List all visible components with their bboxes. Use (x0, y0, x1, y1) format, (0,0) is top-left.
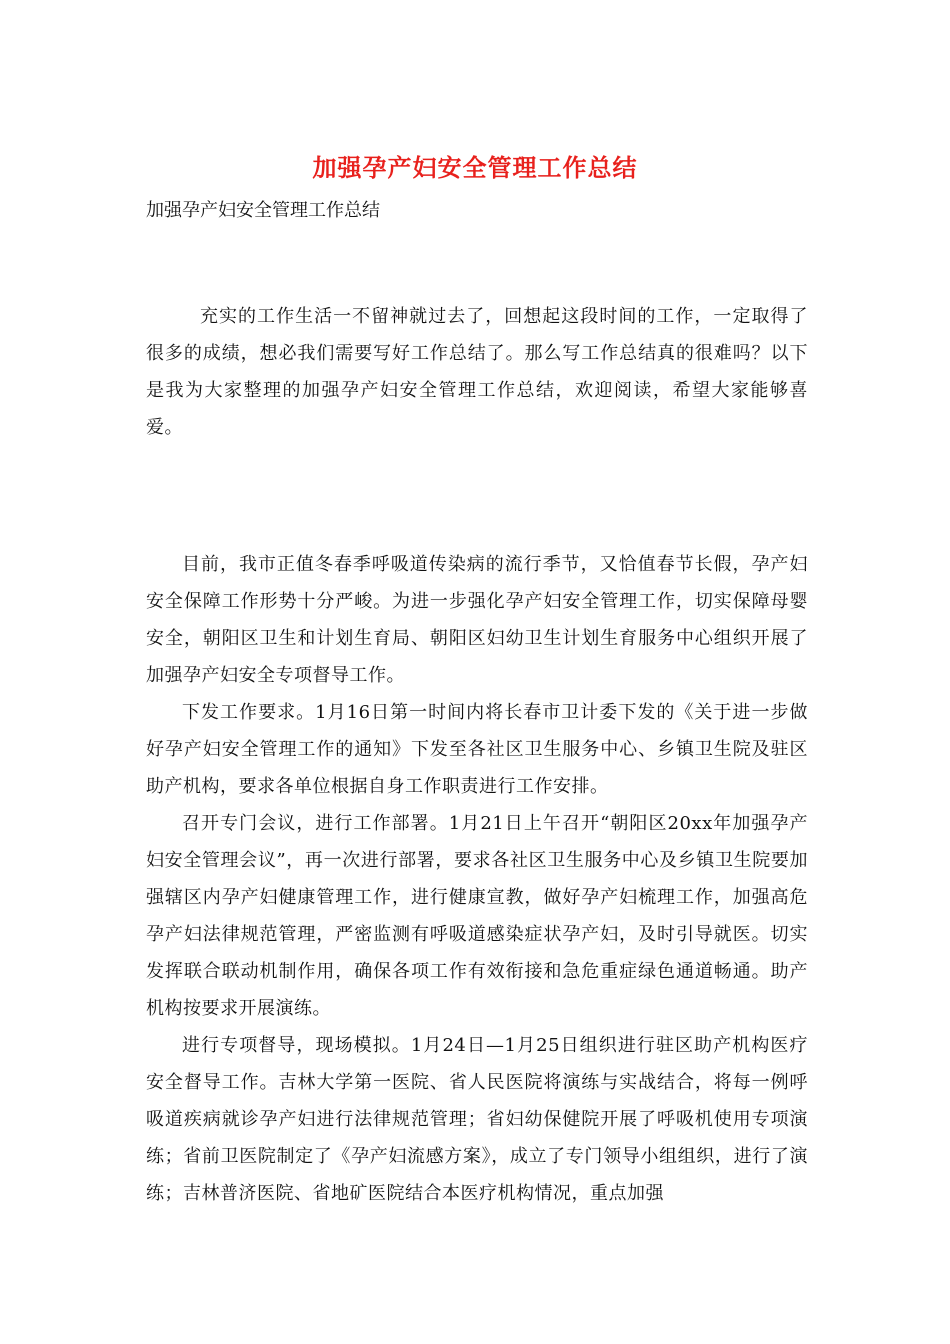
document-subtitle: 加强孕产妇安全管理工作总结 (146, 200, 380, 221)
body-paragraph: 召开专门会议，进行工作部署。1月21日上午召开“朝阳区20xx年加强孕产妇安全管理会议”，再一次进行部署，要求各社区卫生服务中心及乡镇卫生院要加强辖区内孕产妇健康管理工作，进行健康宣教，做好孕产妇梳理工作，加强高危孕产妇法律规范管理，严密监测有呼吸道感染症状孕产妇，及时引导就医。切实发挥联合联动机制作用，确保各项工作有效衔接和急危重症绿色通道畅通。助产机构按要求开展演练。 (146, 813, 808, 1019)
document-title: 加强孕产妇安全管理工作总结 (312, 153, 638, 182)
body-paragraph: 目前，我市正值冬春季呼吸道传染病的流行季节，又恰值春节长假，孕产妇安全保障工作形势十分严峻。为进一步强化孕产妇安全管理工作，切实保障母婴安全，朝阳区卫生和计划生育局、朝阳区妇幼卫生计划生育服务中心组织开展了加强孕产妇安全专项督导工作。 (146, 554, 808, 686)
body-paragraph: 进行专项督导，现场模拟。1月24日—1月25日组织进行驻区助产机构医疗安全督导工作。吉林大学第一医院、省人民医院将演练与实战结合，将每一例呼吸道疾病就诊孕产妇进行法律规范管理；省妇幼保健院开展了呼吸机使用专项演练；省前卫医院制定了《孕产妇流感方案》，成立了专门领导小组组织，进行了演练；吉林普济医院、省地矿医院结合本医疗机构情况，重点加强 (146, 1035, 808, 1204)
intro-paragraph: 充实的工作生活一不留神就过去了，回想起这段时间的工作，一定取得了很多的成绩，想必我们需要写好工作总结了。那么写工作总结真的很难吗？以下是我为大家整理的加强孕产妇安全管理工作总结，欢迎阅读，希望大家能够喜爱。 (146, 306, 808, 438)
main-body (146, 546, 808, 1212)
body-paragraph: 下发工作要求。1月16日第一时间内将长春市卫计委下发的《关于进一步做好孕产妇安全管理工作的通知》下发至各社区卫生服务中心、乡镇卫生院及驻区助产机构，要求各单位根据自身工作职责进行工作安排。 (146, 702, 808, 797)
intro-section (146, 298, 808, 446)
